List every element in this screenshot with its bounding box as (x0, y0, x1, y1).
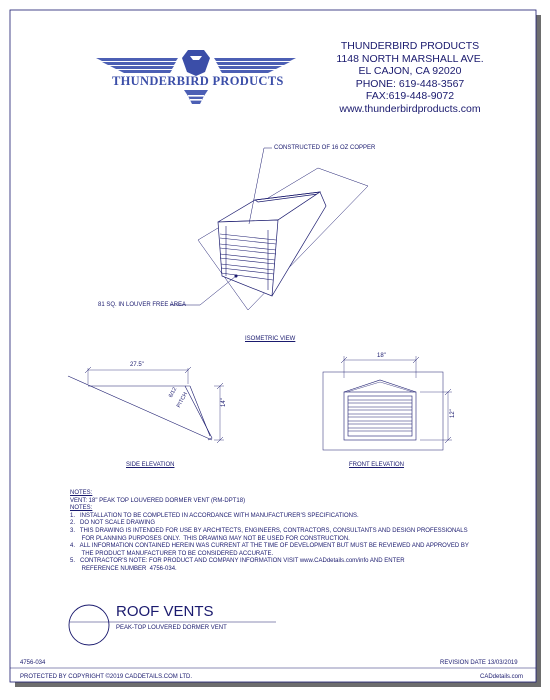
front-elevation-label: FRONT ELEVATION (349, 462, 405, 468)
company-name: THUNDERBIRD PRODUCTS (340, 40, 480, 52)
company-fax: FAX:619-448-9072 (365, 90, 455, 102)
front-height-dimension: 12" (450, 409, 456, 418)
side-height-dimension: 14" (221, 398, 227, 407)
note-item: 3. THIS DRAWING IS INTENDED FOR USE BY ARCHITECTS, ENGINEERS, CONTRACTORS, CONSULTANTS AND DESIGN PROFESSIONALS (70, 527, 468, 534)
isometric-view-label: ISOMETRIC VIEW (245, 336, 296, 342)
note-item: 1. INSTALLATION TO BE COMPLETED IN ACCORDANCE WITH MANUFACTURER'S SPECIFICATIONS. (70, 512, 359, 519)
front-width-dimension: 18" (377, 353, 386, 359)
company-address: 1148 NORTH MARSHALL AVE. (336, 52, 484, 65)
note-item: 2. DO NOT SCALE DRAWING (70, 520, 156, 527)
note-item: REFERENCE NUMBER 4756-034. (70, 565, 177, 572)
note-item: 5. CONTRACTOR'S NOTE: FOR PRODUCT AND COMPANY INFORMATION VISIT www.CADdetails.com/info AND ENTER (70, 558, 405, 565)
logo-text: THUNDERBIRD PRODUCTS (112, 74, 284, 88)
reference-number: 4756-034 (20, 660, 46, 666)
vent-note: VENT: 18" PEAK TOP LOUVERED DORMER VENT (RM-DPT18) (70, 497, 246, 504)
notes-heading-2: NOTES: (70, 505, 93, 512)
note-item: THE PRODUCT MANUFACTURER TO BE CONSIDERED ACCURATE. (70, 550, 274, 557)
side-width-dimension: 27.5" (130, 362, 144, 368)
louver-area-callout: 81 SQ. IN LOUVER FREE AREA (98, 302, 187, 308)
company-website-link[interactable]: www.thunderbirdproducts.com (339, 102, 481, 115)
company-phone: PHONE: 619-448-3567 (355, 77, 465, 90)
revision-date: REVISION DATE 13/03/2019 (440, 660, 518, 666)
drawing-subtitle: PEAK-TOP LOUVERED DORMER VENT (116, 625, 227, 631)
company-info (330, 40, 490, 115)
drawing-title: ROOF VENTS (116, 603, 214, 620)
notes-block (70, 490, 510, 574)
note-item: 4. ALL INFORMATION CONTAINED HEREIN WAS CURRENT AT THE TIME OF DEVELOPMENT BUT MUST BE REVIEWED AND APPROVED BY (70, 543, 469, 550)
material-callout: CONSTRUCTED OF 16 OZ COPPER (274, 145, 376, 151)
side-elevation-label: SIDE ELEVATION (126, 462, 175, 468)
copyright-notice: PROTECTED BY COPYRIGHT ©2019 CADDETAILS.COM LTD. (20, 674, 193, 680)
notes-heading: NOTES: (70, 490, 93, 496)
company-city: EL CAJON, CA 92020 (358, 65, 462, 77)
pitch-ratio: 6/12 (168, 386, 179, 399)
note-item: FOR PLANNING PURPOSES ONLY. THIS DRAWING MAY NOT BE USED FOR CONSTRUCTION. (70, 535, 350, 542)
pitch-label: PITCH (176, 391, 190, 409)
caddetails-link[interactable]: CADdetails.com (480, 674, 524, 680)
